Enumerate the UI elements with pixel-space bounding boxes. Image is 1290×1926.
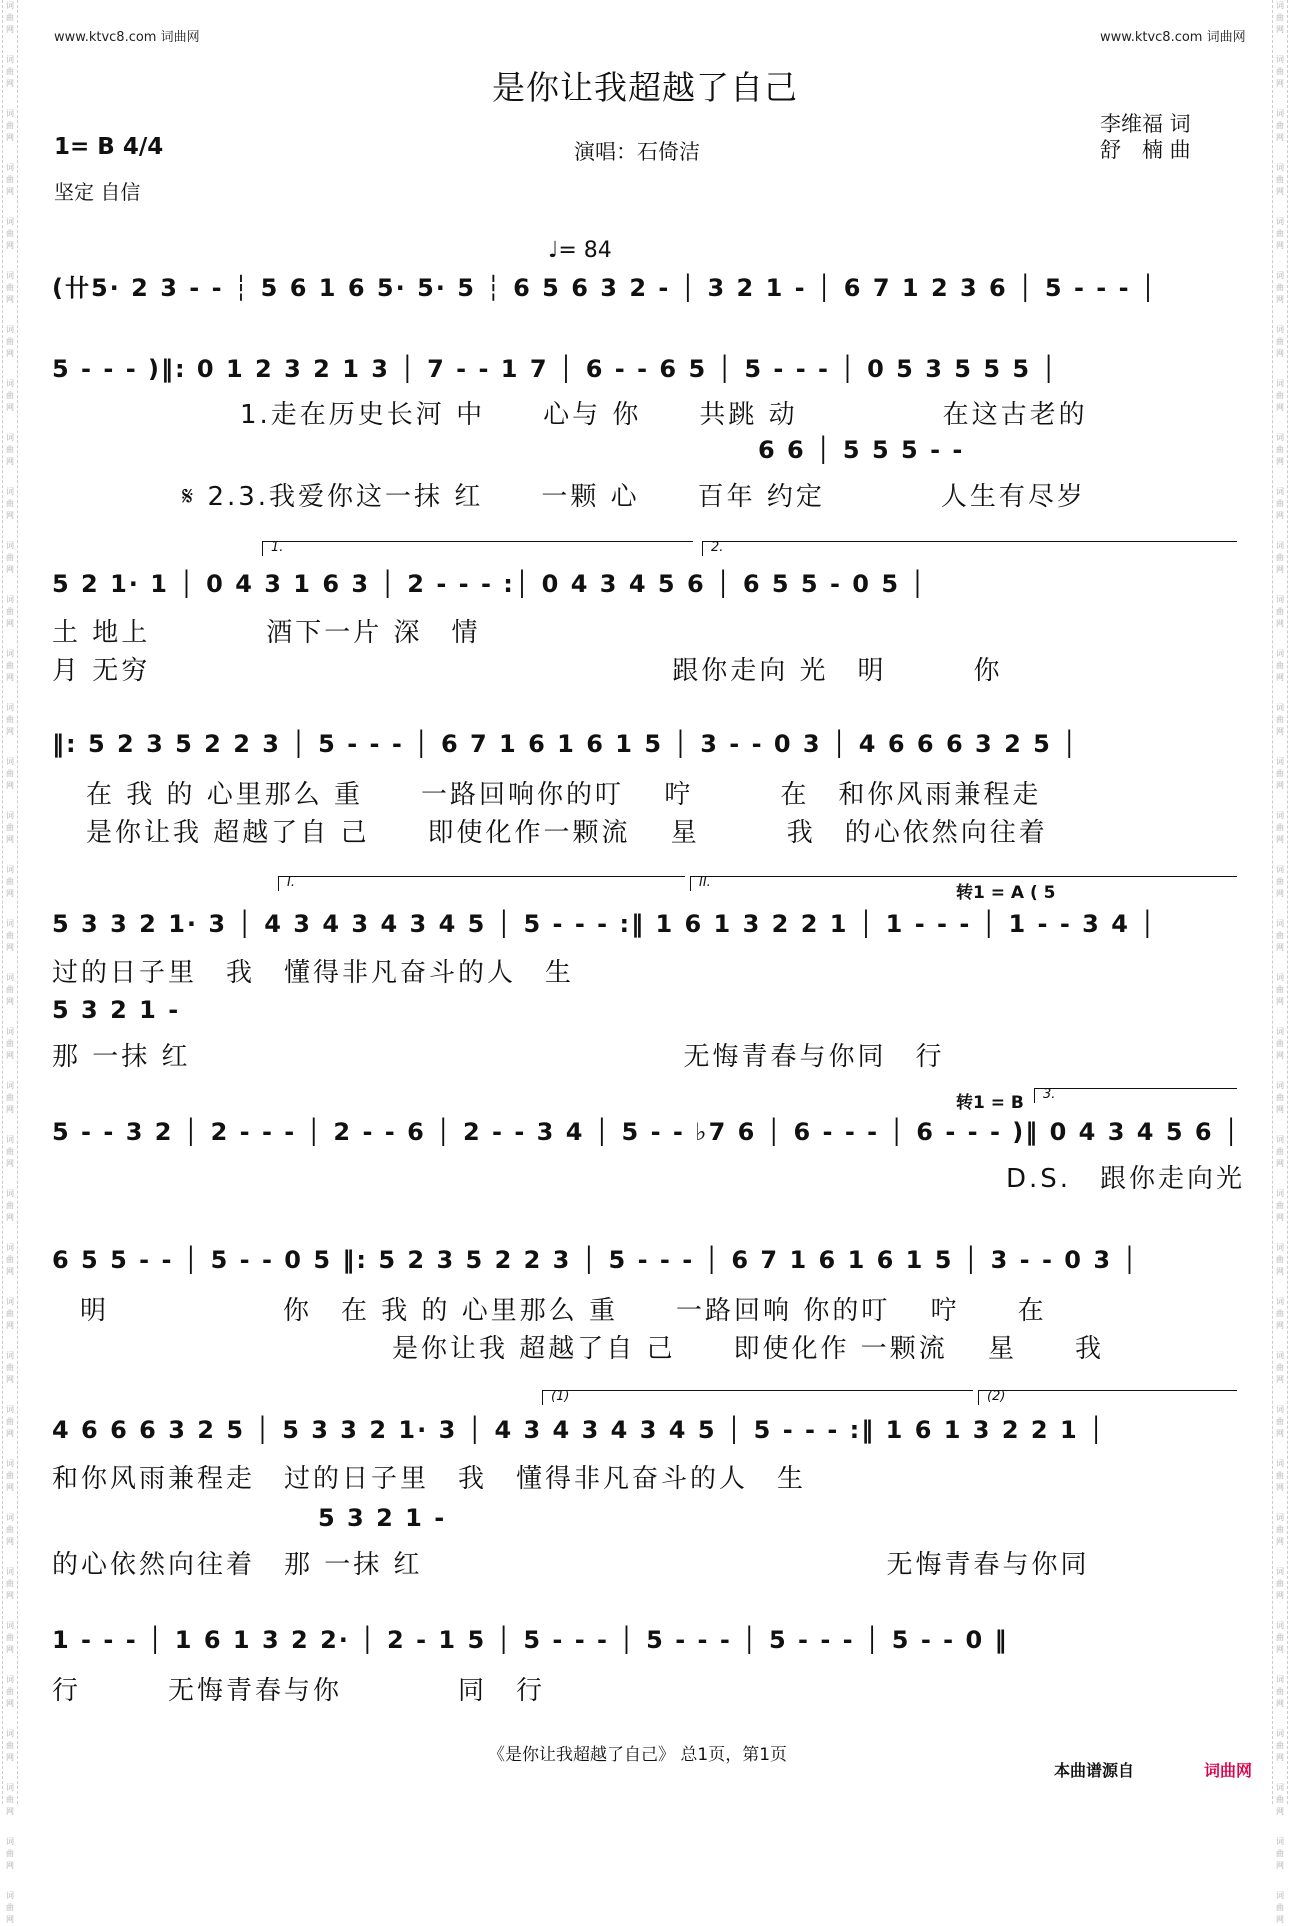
watermark-text: 词曲网 — [6, 973, 14, 1006]
watermark-text: 词曲网 — [6, 55, 14, 88]
watermark-text: 词曲网 — [6, 1621, 14, 1654]
watermark-text: 词曲网 — [6, 595, 14, 628]
singer: 演唱：石倚洁 — [574, 140, 700, 164]
watermark-text: 词曲网 — [6, 703, 14, 736]
watermark-text: 词曲网 — [1276, 1135, 1284, 1168]
watermark-text: 词曲网 — [1276, 865, 1284, 898]
volta-label: II. — [699, 875, 711, 890]
alt-notation: 5 3 2 1 - — [52, 996, 181, 1024]
watermark-text: 词曲网 — [6, 325, 14, 358]
volta-label: 1. — [271, 540, 284, 555]
watermark-text: 词曲网 — [1276, 1027, 1284, 1060]
watermark-text: 词曲网 — [1276, 1297, 1284, 1330]
lyric-line: 𝄋 2.3.我爱你这一抹 红 一颗 心 百年 约定 人生有尽岁 — [182, 482, 1086, 512]
watermark-text: 词曲网 — [1276, 1783, 1284, 1816]
volta-1 — [262, 541, 693, 556]
watermark-text: 词曲网 — [1276, 1459, 1284, 1492]
watermark-text: 词曲网 — [1276, 1891, 1284, 1924]
watermark-text: 词曲网 — [1276, 1621, 1284, 1654]
watermark-text: 词曲网 — [1276, 541, 1284, 574]
watermark-text: 词曲网 — [6, 1459, 14, 1492]
watermark-text: 词曲网 — [6, 757, 14, 790]
watermark-text: 词曲网 — [1276, 649, 1284, 682]
watermark-text: 词曲网 — [6, 1297, 14, 1330]
lyricist: 李维福 词 — [1100, 112, 1191, 136]
watermark-text: 词曲网 — [6, 1405, 14, 1438]
volta-I — [278, 876, 685, 891]
volta-label: 3. — [1043, 1087, 1056, 1102]
volta-label: 2. — [711, 540, 724, 555]
watermark-text: 词曲网 — [1276, 1189, 1284, 1222]
watermark-text: 词曲网 — [6, 433, 14, 466]
watermark-text: 词曲网 — [1276, 217, 1284, 250]
notation-row-1: (卄5· 2 3 - - ┆ 5 6 1 6 5· 5· 5 ┆ 6 5 6 3 2 - │ 3 2 1 - │ 6 7 1 2 3 6 │ 5 - - - │ — [52, 274, 1158, 302]
lyric-line: 在 我 的 心里那么 重 一路回响你的叮 咛 在 和你风雨兼程走 — [86, 780, 1042, 810]
notation-row-5: 5 3 3 2 1· 3 │ 4 3 4 3 4 3 4 5 │ 5 - - - :‖ 1 6 1 3 2 2 1 │ 1 - - - │ 1 - - 3 4 │ — [52, 910, 1157, 938]
lyric-line: 和你风雨兼程走 过的日子里 我 懂得非凡奋斗的人 生 — [52, 1464, 807, 1494]
watermark-text: 词曲网 — [1276, 109, 1284, 142]
watermark-text: 词曲网 — [1276, 1405, 1284, 1438]
watermark-text: 词曲网 — [1276, 973, 1284, 1006]
notation-row-3: 5 2 1· 1 │ 0 4 3 1 6 3 │ 2 - - - :│ 0 4 3 4 5 6 │ 6 5 5 - 0 5 │ — [52, 570, 927, 598]
watermark-text: 词曲网 — [6, 811, 14, 844]
watermark-text: 词曲网 — [1276, 811, 1284, 844]
watermark-text: 词曲网 — [1276, 1837, 1284, 1870]
lyric-line: 是你让我 超越了自 己 即使化作 一颗流 星 我 — [392, 1334, 1105, 1364]
watermark-text: 词曲网 — [6, 1567, 14, 1600]
notation-row-4: ‖: 5 2 3 5 2 2 3 │ 5 - - - │ 6 7 1 6 1 6 1 5 │ 3 - - 0 3 │ 4 6 6 6 3 2 5 │ — [52, 730, 1079, 758]
left-watermark-strip — [2, 0, 18, 1924]
watermark-text: 词曲网 — [1276, 919, 1284, 952]
lyric-line: 土 地上 酒下一片 深 情 — [52, 618, 481, 648]
watermark-text: 词曲网 — [6, 1081, 14, 1114]
watermark-text: 词曲网 — [1276, 433, 1284, 466]
watermark-text: 词曲网 — [6, 163, 14, 196]
site-url-left: www.ktvc8.com 词曲网 — [54, 30, 200, 45]
alt-notation: 6 6 │ 5 5 5 - - — [758, 436, 965, 464]
brand-link[interactable]: 词曲网 — [1204, 1761, 1253, 1780]
watermark-text: 词曲网 — [1276, 271, 1284, 304]
watermark-text: 词曲网 — [1276, 595, 1284, 628]
alt-notation: 5 3 2 1 - — [318, 1504, 447, 1532]
watermark-text: 词曲网 — [6, 217, 14, 250]
watermark-text: 词曲网 — [6, 865, 14, 898]
watermark-text: 词曲网 — [6, 1351, 14, 1384]
watermark-text: 词曲网 — [6, 1513, 14, 1546]
modulation-mark: 转1 = A ( 5 — [956, 883, 1056, 903]
watermark-text: 词曲网 — [1276, 1567, 1284, 1600]
watermark-text: 词曲网 — [1276, 757, 1284, 790]
watermark-text: 词曲网 — [6, 1027, 14, 1060]
notation-row-2: 5 - - - )‖: 0 1 2 3 2 1 3 │ 7 - - 1 7 │ 6 - - 6 5 │ 5 - - - │ 0 5 3 5 5 5 │ — [52, 355, 1058, 383]
lyric-line: 月 无穷 跟你走向 光 明 你 — [52, 656, 1003, 686]
watermark-text: 词曲网 — [1276, 1675, 1284, 1708]
watermark-text: 词曲网 — [1276, 1351, 1284, 1384]
watermark-text: 词曲网 — [6, 109, 14, 142]
watermark-text: 词曲网 — [1276, 1, 1284, 34]
source-label: 本曲谱源自 — [1054, 1761, 1135, 1780]
volta-label: (1) — [551, 1389, 570, 1404]
watermark-text: 词曲网 — [6, 1, 14, 34]
notation-row-7: 6 5 5 - - │ 5 - - 0 5 ‖: 5 2 3 5 2 2 3 │ 5 - - - │ 6 7 1 6 1 6 1 5 │ 3 - - 0 3 │ — [52, 1246, 1139, 1274]
watermark-text: 词曲网 — [6, 1675, 14, 1708]
volta-3 — [1034, 1088, 1237, 1103]
watermark-text: 词曲网 — [6, 379, 14, 412]
watermark-text: 词曲网 — [6, 1729, 14, 1762]
watermark-text: 词曲网 — [6, 1837, 14, 1870]
notation-row-6: 5 - - 3 2 │ 2 - - - │ 2 - - 6 │ 2 - - 3 4 │ 5 - - ♭7 6 │ 6 - - - │ 6 - - - )‖ 0 4 3 4 5 6 │ — [52, 1118, 1241, 1146]
watermark-text: 词曲网 — [6, 487, 14, 520]
site-url-right: www.ktvc8.com 词曲网 — [1100, 30, 1246, 45]
notation-row-8: 4 6 6 6 3 2 5 │ 5 3 3 2 1· 3 │ 4 3 4 3 4 3 4 5 │ 5 - - - :‖ 1 6 1 3 2 2 1 │ — [52, 1416, 1106, 1444]
volta-(1) — [542, 1390, 973, 1405]
right-watermark-strip — [1272, 0, 1288, 1924]
volta-label: (2) — [987, 1389, 1006, 1404]
song-title: 是你让我超越了自己 — [492, 68, 798, 107]
lyric-line: 的心依然向往着 那 一抹 红 无悔青春与你同 — [52, 1550, 1090, 1580]
watermark-text: 词曲网 — [1276, 703, 1284, 736]
expression-mark: 坚定 自信 — [54, 180, 141, 204]
volta-2 — [702, 541, 1237, 556]
watermark-text: 词曲网 — [1276, 163, 1284, 196]
watermark-text: 词曲网 — [1276, 1513, 1284, 1546]
watermark-text: 词曲网 — [6, 1891, 14, 1924]
watermark-text: 词曲网 — [1276, 487, 1284, 520]
lyric-line: 1.走在历史长河 中 心与 你 共跳 动 在这古老的 — [240, 400, 1088, 430]
watermark-text: 词曲网 — [1276, 1243, 1284, 1276]
volta-(2) — [978, 1390, 1237, 1405]
watermark-text: 词曲网 — [1276, 55, 1284, 88]
watermark-text: 词曲网 — [6, 541, 14, 574]
lyric-line: 那 一抹 红 无悔青春与你同 行 — [52, 1042, 945, 1072]
key-signature: 1= B 4/4 — [54, 134, 164, 160]
lyric-line: D.S. 跟你走向光 — [1006, 1164, 1246, 1194]
watermark-text: 词曲网 — [1276, 325, 1284, 358]
notation-row-9: 1 - - - │ 1 6 1 3 2 2· │ 2 - 1 5 │ 5 - - - │ 5 - - - │ 5 - - - │ 5 - - 0 ‖ — [52, 1626, 1009, 1654]
watermark-text: 词曲网 — [1276, 1081, 1284, 1114]
watermark-text: 词曲网 — [6, 1135, 14, 1168]
lyric-line: 行 无悔青春与你 同 行 — [52, 1676, 546, 1706]
watermark-text: 词曲网 — [6, 1783, 14, 1816]
watermark-text: 词曲网 — [1276, 1729, 1284, 1762]
modulation-mark: 转1 = B — [956, 1093, 1024, 1113]
tempo-mark: ♩= 84 — [548, 238, 612, 263]
page-info: 《是你让我超越了自己》 总1页，第1页 — [488, 1745, 788, 1765]
watermark-text: 词曲网 — [6, 649, 14, 682]
lyric-line: 过的日子里 我 懂得非凡奋斗的人 生 — [52, 958, 575, 988]
lyric-line: 明 你 在 我 的 心里那么 重 一路回响 你的叮 咛 在 — [80, 1296, 1047, 1326]
watermark-text: 词曲网 — [6, 919, 14, 952]
watermark-text: 词曲网 — [1276, 379, 1284, 412]
watermark-text: 词曲网 — [6, 1243, 14, 1276]
watermark-text: 词曲网 — [6, 1189, 14, 1222]
lyric-line: 是你让我 超越了自 己 即使化作一颗流 星 我 的心依然向往着 — [86, 818, 1048, 848]
watermark-text: 词曲网 — [6, 271, 14, 304]
composer: 舒 楠 曲 — [1100, 138, 1191, 162]
volta-label: I. — [287, 875, 295, 890]
